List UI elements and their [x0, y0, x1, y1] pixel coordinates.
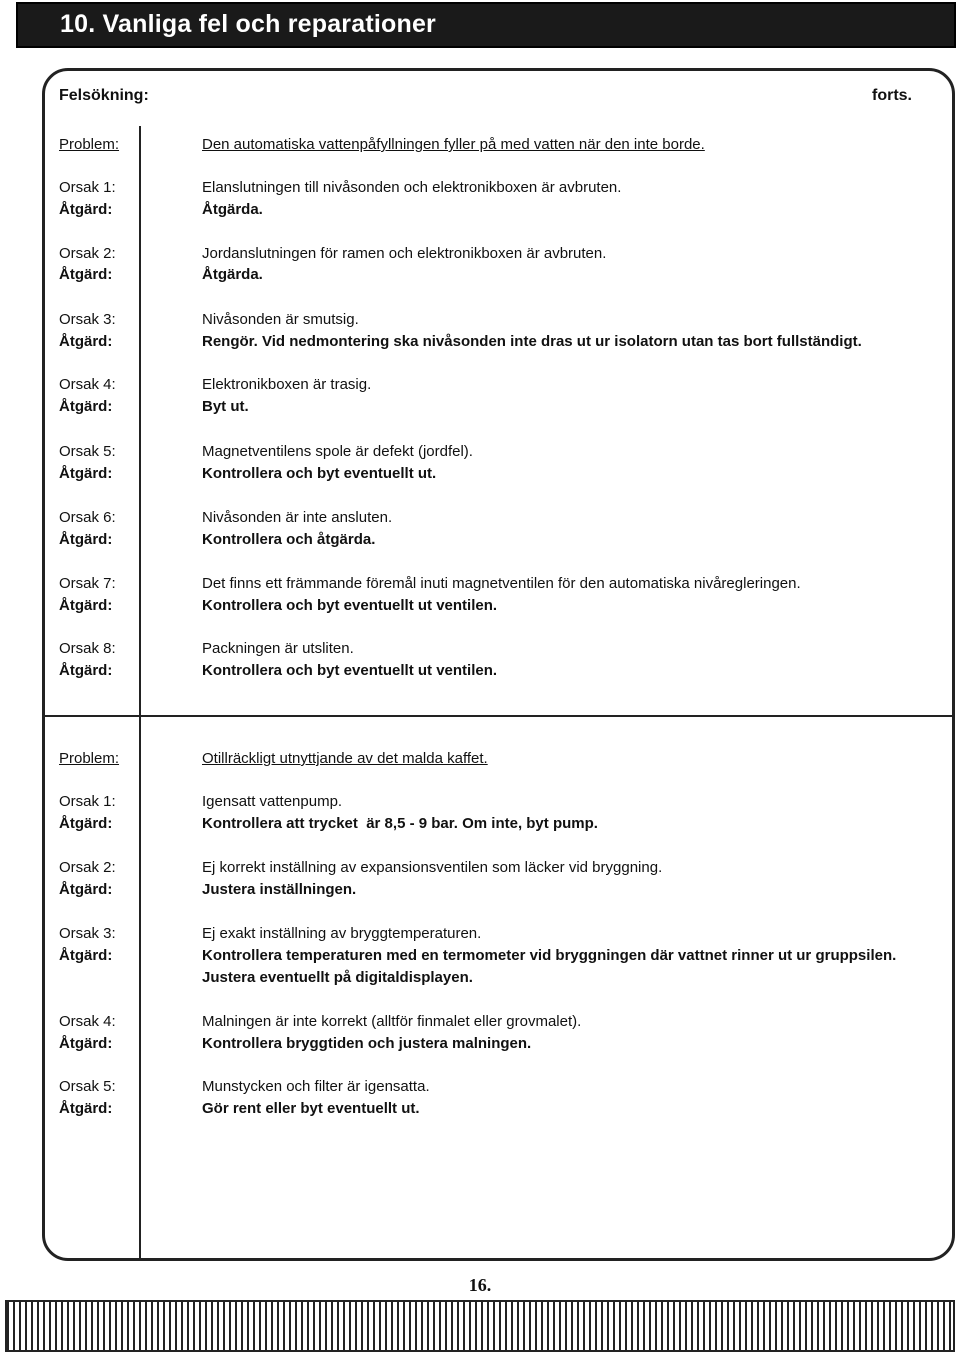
problem-label: Problem: — [59, 750, 120, 767]
cause-text: Magnetventilens spole är defekt (jordfel). — [202, 443, 473, 460]
section-divider — [43, 715, 953, 717]
cause-text: Packningen är utsliten. — [202, 640, 354, 657]
chapter-title: 10. Vanliga fel och reparationer — [60, 10, 436, 38]
cause-text: Ej korrekt inställning av expansionsventilen som läcker vid bryggning. — [202, 859, 663, 876]
action-text: Kontrollera temperaturen med en termometer vid bryggningen där vattnet rinner ut ur gruppsilen. — [202, 947, 897, 964]
cause-text: Elanslutningen till nivåsonden och elektronikboxen är avbruten. — [202, 179, 622, 196]
cause-label: Orsak 1: — [59, 179, 116, 196]
action-text: Gör rent eller byt eventuellt ut. — [202, 1100, 420, 1117]
cause-text: Elektronikboxen är trasig. — [202, 376, 372, 393]
cause-label: Orsak 2: — [59, 859, 116, 876]
cause-label: Orsak 5: — [59, 443, 116, 460]
cause-label: Orsak 7: — [59, 575, 116, 592]
action-label: Åtgärd: — [59, 333, 113, 350]
action-text-continued: Justera eventuellt på digitaldisplayen. — [202, 969, 473, 986]
problem-text: Den automatiska vattenpåfyllningen fyller på med vatten när den inte borde. — [202, 136, 705, 153]
cause-text: Malningen är inte korrekt (alltför finmalet eller grovmalet). — [202, 1013, 582, 1030]
column-divider-bottom — [139, 717, 141, 1258]
page-number: 16. — [468, 1275, 492, 1295]
action-text: Åtgärda. — [202, 201, 263, 218]
action-label: Åtgärd: — [59, 398, 113, 415]
cause-text: Igensatt vattenpump. — [202, 793, 343, 810]
action-text: Kontrollera och byt eventuellt ut ventilen. — [202, 597, 498, 614]
cause-label: Orsak 3: — [59, 311, 116, 328]
action-label: Åtgärd: — [59, 201, 113, 218]
cause-text: Munstycken och filter är igensatta. — [202, 1078, 430, 1095]
column-divider-top — [139, 126, 141, 716]
box-heading: Felsökning: — [59, 87, 149, 104]
action-label: Åtgärd: — [59, 815, 113, 832]
action-label: Åtgärd: — [59, 465, 113, 482]
cause-label: Orsak 1: — [59, 793, 116, 810]
action-text: Justera inställningen. — [202, 881, 357, 898]
action-text: Kontrollera att trycket är 8,5 - 9 bar. Om inte, byt pump. — [202, 815, 598, 832]
action-text: Rengör. Vid nedmontering ska nivåsonden inte dras ut ur isolatorn utan tas bort fullständigt. — [202, 333, 862, 350]
action-text: Kontrollera och byt eventuellt ut. — [202, 465, 437, 482]
action-label: Åtgärd: — [59, 662, 113, 679]
action-label: Åtgärd: — [59, 947, 113, 964]
action-label: Åtgärd: — [59, 881, 113, 898]
cause-text: Ej exakt inställning av bryggtemperaturen. — [202, 925, 482, 942]
action-text: Kontrollera bryggtiden och justera malningen. — [202, 1035, 532, 1052]
action-label: Åtgärd: — [59, 1100, 113, 1117]
decorative-footer-stripes — [5, 1300, 955, 1352]
cause-label: Orsak 3: — [59, 925, 116, 942]
action-label: Åtgärd: — [59, 531, 113, 548]
cause-label: Orsak 8: — [59, 640, 116, 657]
cause-label: Orsak 6: — [59, 509, 116, 526]
cause-label: Orsak 4: — [59, 376, 116, 393]
cause-text: Jordanslutningen för ramen och elektronikboxen är avbruten. — [202, 245, 607, 262]
cause-text: Nivåsonden är smutsig. — [202, 311, 359, 328]
action-label: Åtgärd: — [59, 1035, 113, 1052]
problem-text: Otillräckligt utnyttjande av det malda kaffet. — [202, 750, 488, 767]
action-label: Åtgärd: — [59, 266, 113, 283]
action-text: Åtgärda. — [202, 266, 263, 283]
chapter-header-bar — [16, 2, 956, 48]
problem-label: Problem: — [59, 136, 120, 153]
action-label: Åtgärd: — [59, 597, 113, 614]
continued-label: forts. — [872, 87, 912, 104]
cause-text: Det finns ett främmande föremål inuti magnetventilen för den automatiska nivåregleringen. — [202, 575, 801, 592]
cause-label: Orsak 4: — [59, 1013, 116, 1030]
action-text: Byt ut. — [202, 398, 249, 415]
action-text: Kontrollera och byt eventuellt ut ventilen. — [202, 662, 498, 679]
cause-text: Nivåsonden är inte ansluten. — [202, 509, 393, 526]
cause-label: Orsak 2: — [59, 245, 116, 262]
cause-label: Orsak 5: — [59, 1078, 116, 1095]
action-text: Kontrollera och åtgärda. — [202, 531, 376, 548]
